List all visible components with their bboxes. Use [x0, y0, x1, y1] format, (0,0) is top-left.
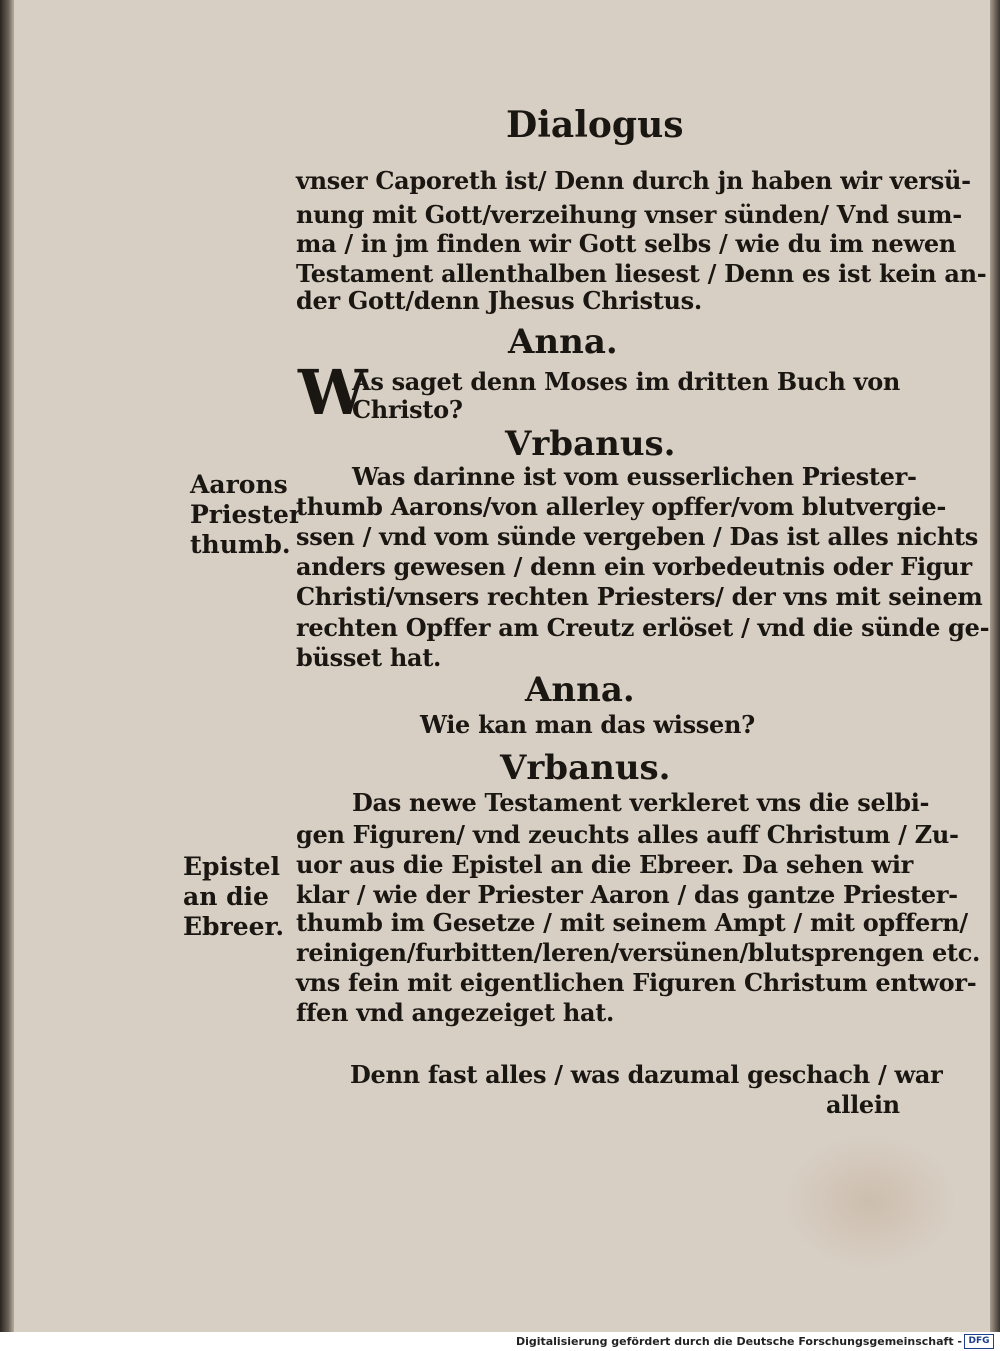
text-line: Wie kan man das wissen? — [420, 710, 755, 739]
speaker-heading: Vrbanus. — [500, 748, 671, 788]
text-line: ma / in jm finden wir Gott selbs / wie du im newen — [296, 229, 956, 258]
text-line: anders gewesen / denn ein vorbedeutnis oder Figur — [296, 552, 972, 581]
dfg-logo: DFG — [964, 1334, 994, 1349]
text-line: büsset hat. — [296, 643, 442, 672]
text-line: Christo? — [352, 395, 463, 424]
running-head: Dialogus — [506, 104, 684, 146]
catchword: allein — [826, 1090, 900, 1119]
text-line: rechten Opffer am Creutz erlöset / vnd die sünde ge- — [296, 613, 990, 642]
page-right-edge — [990, 0, 1000, 1332]
text-line: As saget denn Moses im dritten Buch von — [352, 367, 901, 396]
speaker-heading: Anna. — [508, 322, 618, 362]
text-line: reinigen/furbitten/leren/versünen/blutsprengen etc. — [296, 938, 981, 967]
text-line: ssen / vnd vom sünde vergeben / Das ist alles nichts — [296, 522, 979, 551]
margin-note-line: Epistel — [183, 852, 281, 881]
text-line: uor aus die Epistel an die Ebreer. Da sehen wir — [296, 850, 914, 879]
speaker-heading: Vrbanus. — [505, 424, 676, 464]
text-line: Christi/vnsers rechten Priesters/ der vns mit seinem — [296, 582, 983, 611]
book-spine-edge — [0, 0, 14, 1332]
text-line: vns fein mit eigentlichen Figuren Christum entwor- — [296, 968, 977, 997]
margin-note-line: Ebreer. — [183, 912, 285, 941]
speaker-heading: Anna. — [525, 670, 635, 710]
text-line: Testament allenthalben liesest / Denn es ist kein an- — [296, 259, 987, 288]
margin-note-line: Priester — [190, 500, 303, 529]
text-line: Was darinne ist vom eusserlichen Priester- — [352, 462, 917, 491]
margin-note-line: thumb. — [190, 530, 291, 559]
text-line: Das newe Testament verkleret vns die selbi- — [352, 788, 930, 817]
text-line: thumb im Gesetze / mit seinem Ampt / mit opffern/ — [296, 908, 968, 937]
text-line: thumb Aarons/von allerley opffer/vom blutvergie- — [296, 492, 947, 521]
paper-stain — [780, 1132, 960, 1272]
drop-capital: W — [298, 356, 368, 429]
text-line: ffen vnd angezeiget hat. — [296, 998, 615, 1027]
text-line: nung mit Gott/verzeihung vnser sünden/ Vnd sum- — [296, 200, 962, 229]
text-line: gen Figuren/ vnd zeuchts alles auff Christum / Zu- — [296, 820, 959, 849]
text-line: klar / wie der Priester Aaron / das gantze Priester- — [296, 880, 958, 909]
text-line: vnser Caporeth ist/ Denn durch jn haben wir versü- — [296, 166, 971, 195]
margin-note-line: an die — [183, 882, 269, 911]
text-line: Denn fast alles / was dazumal geschach / war — [350, 1060, 943, 1089]
text-line: der Gott/denn Jhesus Christus. — [296, 286, 702, 315]
margin-note-line: Aarons — [190, 470, 288, 499]
footer-credit: Digitalisierung gefördert durch die Deutsche Forschungsgemeinschaft - — [515, 1335, 962, 1348]
